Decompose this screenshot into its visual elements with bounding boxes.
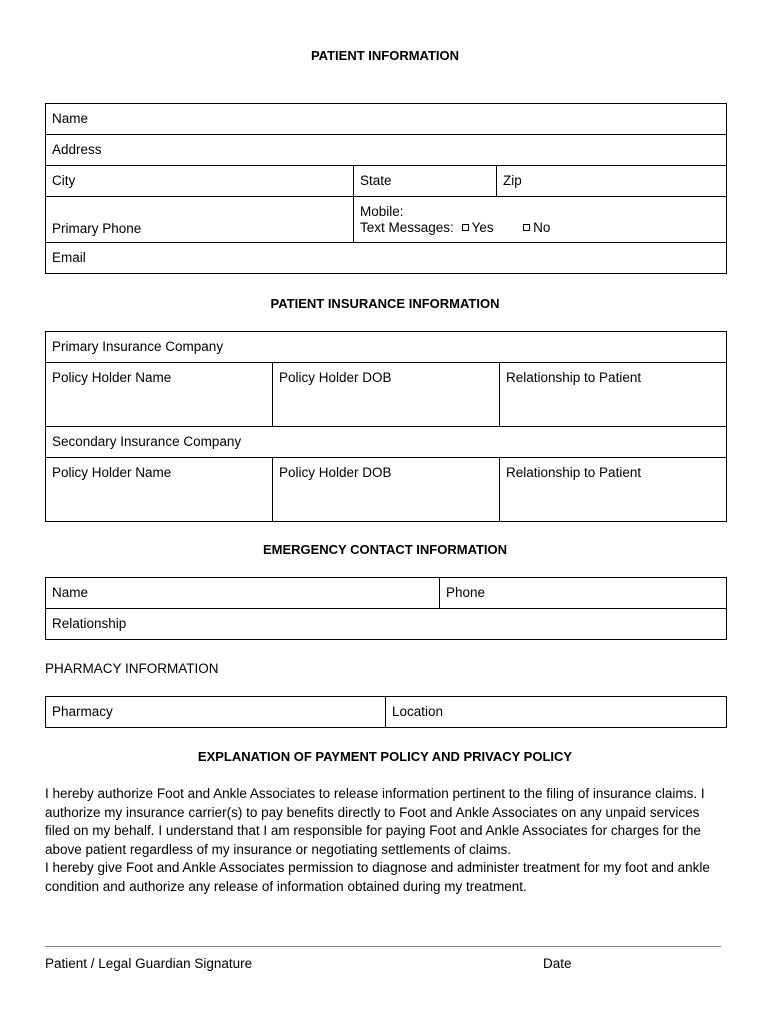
primary-insurance-field[interactable] bbox=[46, 332, 727, 363]
emergency-phone-field[interactable] bbox=[440, 578, 727, 609]
text-messages-row bbox=[360, 220, 720, 236]
text-no-label: No bbox=[533, 220, 551, 235]
primary-relationship-field[interactable] bbox=[500, 363, 727, 427]
emergency-heading: EMERGENCY CONTACT INFORMATION bbox=[262, 542, 508, 557]
text-no-checkbox[interactable] bbox=[523, 224, 530, 231]
secondary-holder-name-field[interactable] bbox=[46, 458, 273, 522]
primary-holder-name-field[interactable] bbox=[46, 363, 273, 427]
mobile-label: Mobile: bbox=[360, 204, 404, 219]
city-label: City bbox=[52, 173, 76, 188]
signature-line[interactable] bbox=[45, 946, 721, 947]
zip-label: Zip bbox=[503, 173, 522, 188]
signature-label: Patient / Legal Guardian Signature bbox=[45, 956, 253, 971]
text-messages-label: Text Messages: bbox=[360, 220, 454, 235]
text-yes-checkbox[interactable] bbox=[462, 224, 469, 231]
pharmacy-location-label: Location bbox=[392, 704, 444, 719]
pharmacy-table bbox=[45, 696, 727, 728]
date-label: Date bbox=[543, 956, 572, 971]
pharmacy-location-field[interactable] bbox=[386, 697, 727, 728]
emergency-table bbox=[45, 577, 727, 640]
zip-field[interactable] bbox=[497, 166, 727, 197]
mobile-field[interactable] bbox=[354, 197, 727, 243]
emergency-relationship-field[interactable] bbox=[46, 609, 727, 640]
patient-info-table bbox=[45, 103, 727, 274]
primary-holder-dob-label: Policy Holder DOB bbox=[279, 370, 392, 385]
emergency-name-field[interactable] bbox=[46, 578, 440, 609]
emergency-phone-label: Phone bbox=[446, 585, 486, 600]
emergency-relationship-label: Relationship bbox=[52, 616, 127, 631]
primary-holder-name-label: Policy Holder Name bbox=[52, 370, 172, 385]
secondary-holder-dob-field[interactable] bbox=[273, 458, 500, 522]
name-label: Name bbox=[52, 111, 89, 126]
city-field[interactable] bbox=[46, 166, 354, 197]
primary-holder-dob-field[interactable] bbox=[273, 363, 500, 427]
name-field[interactable] bbox=[46, 104, 727, 135]
state-field[interactable] bbox=[354, 166, 497, 197]
policy-paragraph-1: I hereby authorize Foot and Ankle Associates to release information pertinent to the filing of insurance claims. I authorize my insurance carrier(s) to pay benefits directly to Foot and Ankle Associates on any unpaid services filed on my behalf. I understand that I am responsible for paying Foot and Ankle Associates for charges for the above patient regardless of my insurance or negotiating settlements of claims. bbox=[45, 786, 705, 857]
secondary-insurance-field[interactable] bbox=[46, 427, 727, 458]
state-label: State bbox=[360, 173, 392, 188]
text-yes-label: Yes bbox=[471, 220, 494, 235]
primary-relationship-label: Relationship to Patient bbox=[506, 370, 642, 385]
secondary-holder-name-label: Policy Holder Name bbox=[52, 465, 172, 480]
secondary-relationship-label: Relationship to Patient bbox=[506, 465, 642, 480]
primary-insurance-label: Primary Insurance Company bbox=[52, 339, 224, 354]
pharmacy-label: Pharmacy bbox=[52, 704, 113, 719]
insurance-heading: PATIENT INSURANCE INFORMATION bbox=[270, 296, 500, 311]
secondary-relationship-field[interactable] bbox=[500, 458, 727, 522]
address-field[interactable] bbox=[46, 135, 727, 166]
pharmacy-field[interactable] bbox=[46, 697, 386, 728]
primary-phone-label: Primary Phone bbox=[52, 221, 142, 236]
patient-info-heading: PATIENT INFORMATION bbox=[310, 48, 460, 63]
policy-text bbox=[45, 785, 727, 897]
pharmacy-heading: PHARMACY INFORMATION bbox=[45, 661, 219, 676]
policy-heading: EXPLANATION OF PAYMENT POLICY AND PRIVACY POLICY bbox=[197, 749, 573, 764]
secondary-holder-dob-label: Policy Holder DOB bbox=[279, 465, 392, 480]
secondary-insurance-label: Secondary Insurance Company bbox=[52, 434, 242, 449]
email-field[interactable] bbox=[46, 243, 727, 274]
email-label: Email bbox=[52, 250, 86, 265]
policy-paragraph-2: I hereby give Foot and Ankle Associates permission to diagnose and administer treatment for my foot and ankle condition and authorize any release of information obtained during my treatment. bbox=[45, 860, 710, 894]
emergency-name-label: Name bbox=[52, 585, 89, 600]
address-label: Address bbox=[52, 142, 102, 157]
insurance-table bbox=[45, 331, 727, 522]
primary-phone-field[interactable] bbox=[46, 197, 354, 243]
